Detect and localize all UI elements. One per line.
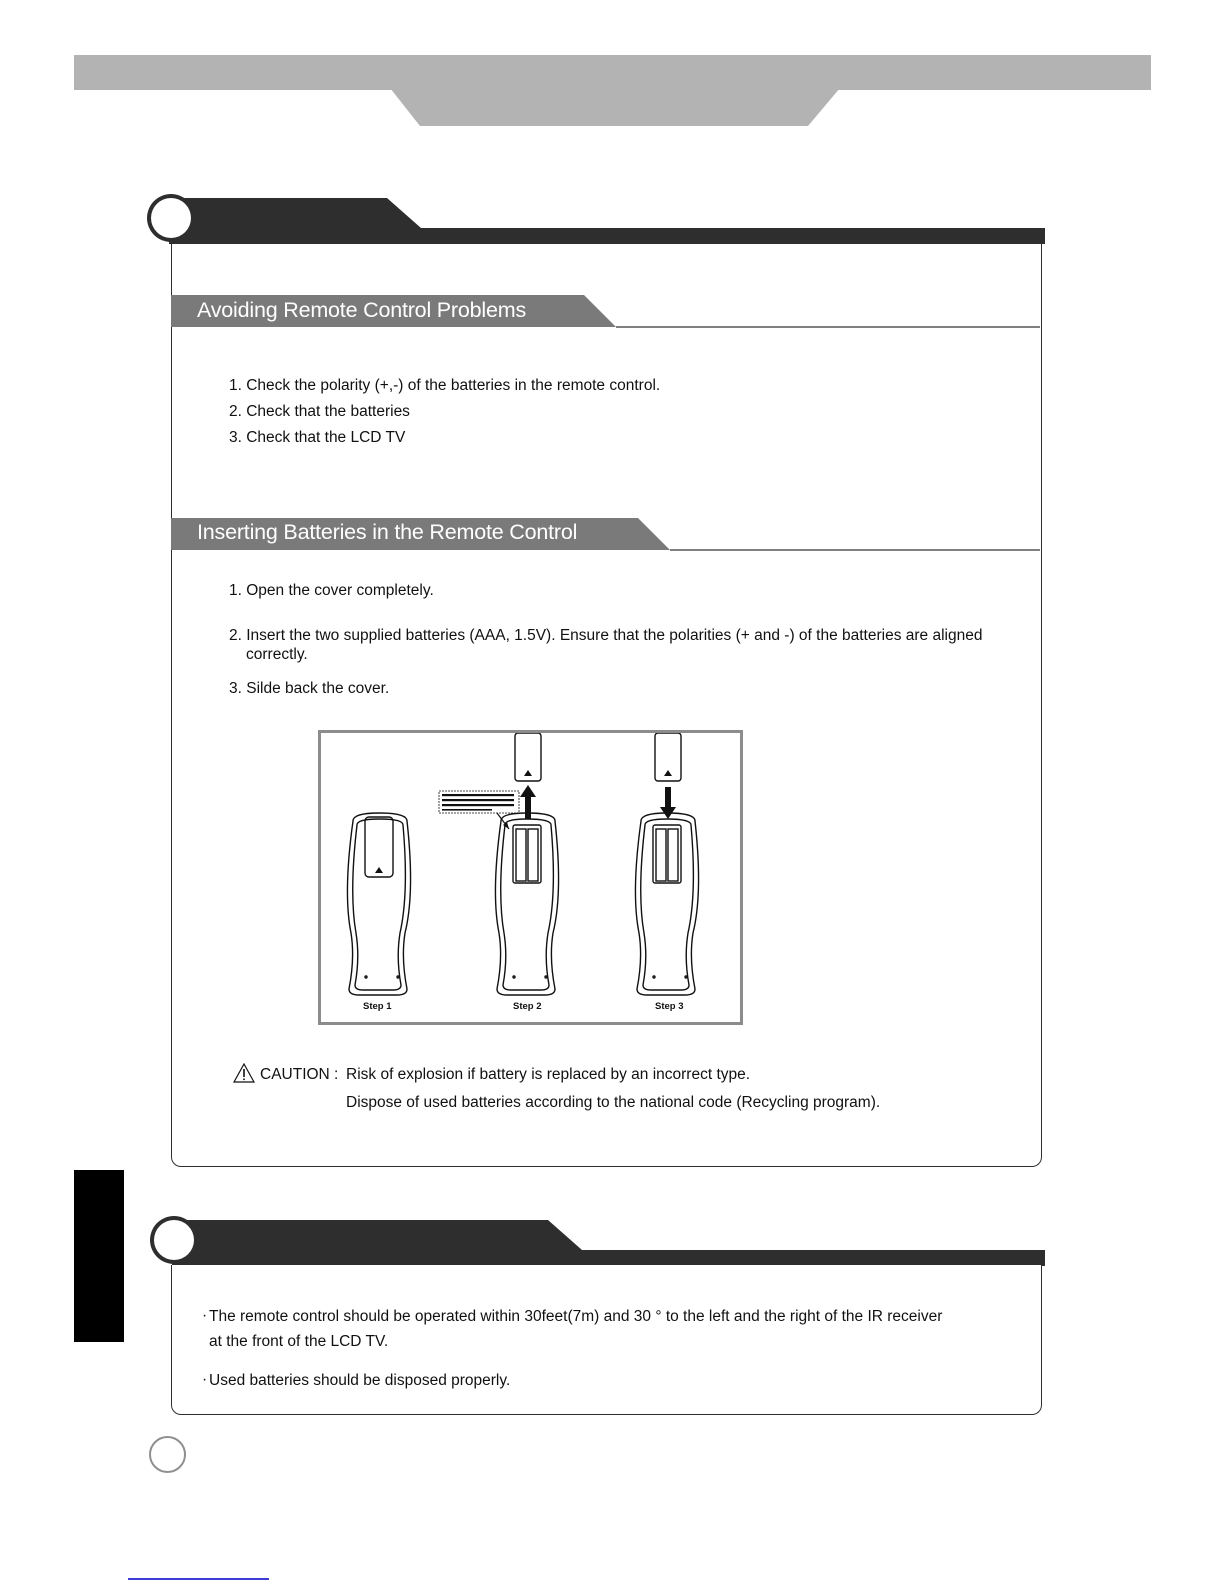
inserting-item-1: 1. Open the cover completely.	[229, 582, 434, 599]
battery-illustration	[318, 730, 743, 1025]
caution-label: CAUTION :	[260, 1066, 339, 1083]
section1-header	[145, 192, 1045, 248]
section2-line-2: at the front of the LCD TV.	[209, 1333, 389, 1350]
section2-header	[148, 1214, 1048, 1270]
section2-bullet-2: ·	[202, 1371, 208, 1388]
inserting-item-3: 3. Silde back the cover.	[229, 680, 390, 697]
section2-line-3: Used batteries should be disposed properly.	[209, 1372, 511, 1389]
step-1-label: Step 1	[363, 1001, 392, 1012]
caution-line-2: Dispose of used batteries according to the national code (Recycling program).	[346, 1094, 881, 1111]
step-3-label: Step 3	[655, 1001, 684, 1012]
section2-line-1: The remote control should be operated within 30feet(7m) and 30 ° to the left and the right of the IR receiver	[209, 1308, 943, 1325]
inserting-item-2-cont: correctly.	[246, 646, 308, 663]
step-2-label: Step 2	[513, 1001, 542, 1012]
avoiding-item-1: 1. Check the polarity (+,-) of the batteries in the remote control.	[229, 377, 661, 394]
top-header-tab	[390, 88, 840, 126]
avoiding-item-3: 3. Check that the LCD TV	[229, 429, 406, 446]
caution-line-1: Risk of explosion if battery is replaced by an incorrect type.	[346, 1066, 751, 1083]
inserting-subheader-title: Inserting Batteries in the Remote Control	[197, 520, 578, 544]
avoiding-subheader-title: Avoiding Remote Control Problems	[197, 298, 527, 322]
inserting-item-2: 2. Insert the two supplied batteries (AAA, 1.5V). Ensure that the polarities (+ and -) of the batteries are aligned	[229, 627, 983, 644]
top-header-bar	[74, 55, 1151, 90]
footer-link-underline[interactable]	[128, 1578, 269, 1580]
caution-warning-icon	[233, 1063, 255, 1083]
page-number-circle	[149, 1436, 186, 1473]
section2-bullet-1: ·	[202, 1307, 208, 1324]
remote-drawings	[321, 733, 740, 1022]
avoiding-item-2: 2. Check that the batteries	[229, 403, 410, 420]
side-tab	[74, 1170, 124, 1342]
